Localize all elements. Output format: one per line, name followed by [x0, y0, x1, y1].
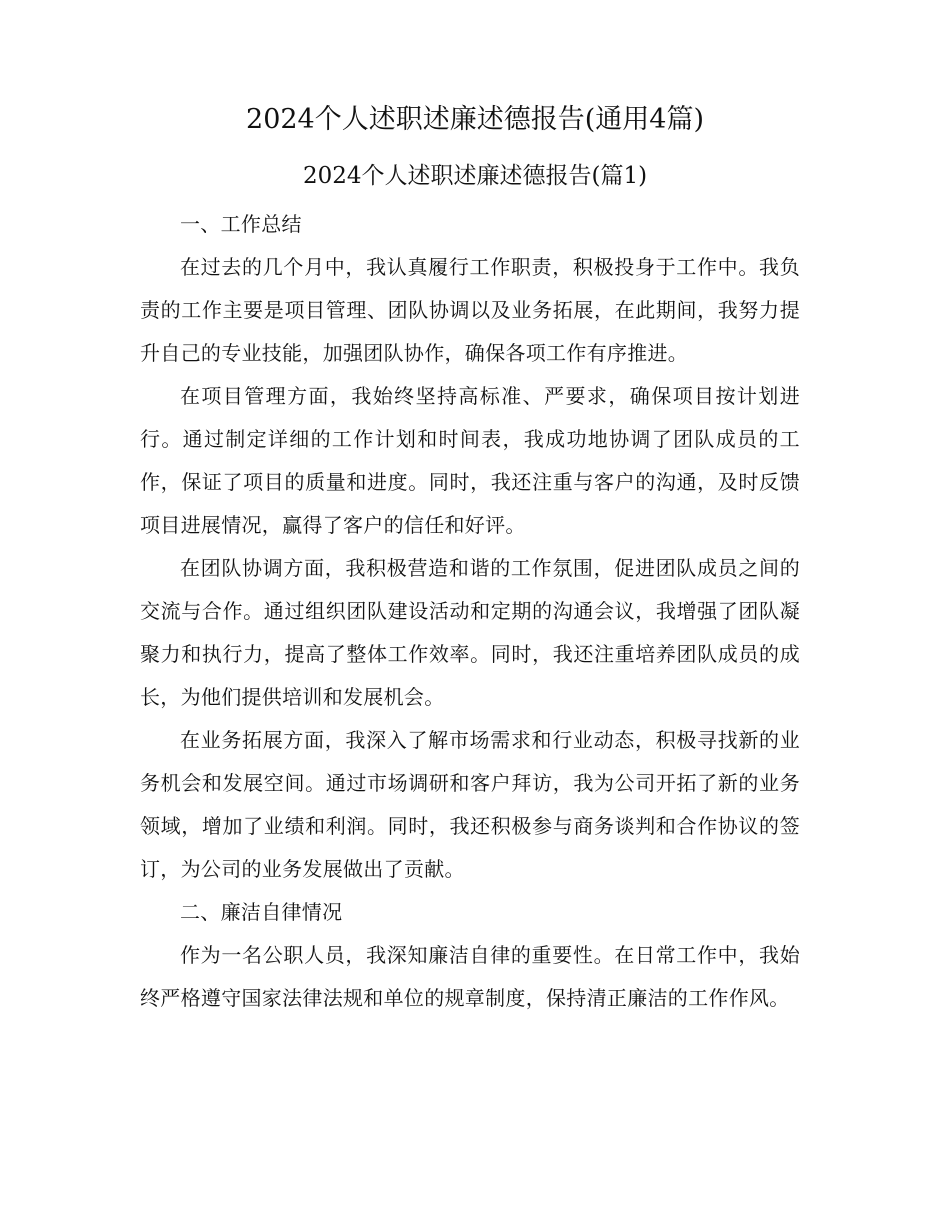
document-title: 2024个人述职述廉述德报告(通用4篇) [246, 104, 704, 135]
section-heading-integrity: 二、廉洁自律情况 [180, 900, 343, 924]
section-heading-work-summary: 一、工作总结 [180, 212, 302, 236]
paragraph-overview: 在过去的几个月中，我认真履行工作职责，积极投身于工作中。我负责的工作主要是项目管理、团队协调以及业务拓展，在此期间，我努力提升自己的专业技能，加强团队协作，确保各项工作有序推进。 [140, 255, 800, 365]
paragraph-project-management: 在项目管理方面，我始终坚持高标准、严要求，确保项目按计划进行。通过制定详细的工作计划和时间表，我成功地协调了团队成员的工作，保证了项目的质量和进度。同时，我还注重与客户的沟通，及时反馈项目进展情况，赢得了客户的信任和好评。 [140, 384, 800, 537]
paragraph-team-coordination: 在团队协调方面，我积极营造和谐的工作氛围，促进团队成员之间的交流与合作。通过组织团队建设活动和定期的沟通会议，我增强了团队凝聚力和执行力，提高了整体工作效率。同时，我还注重培养团队成员的成长，为他们提供培训和发展机会。 [140, 556, 800, 709]
paragraph-integrity: 作为一名公职人员，我深知廉洁自律的重要性。在日常工作中，我始终严格遵守国家法律法规和单位的规章制度，保持清正廉洁的工作作风。 [140, 943, 800, 1010]
document-subtitle: 2024个人述职述廉述德报告(篇1) [302, 163, 648, 189]
document-body [140, 203, 800, 1020]
paragraph-business-expansion: 在业务拓展方面，我深入了解市场需求和行业动态，积极寻找新的业务机会和发展空间。通过市场调研和客户拜访，我为公司开拓了新的业务领域，增加了业绩和利润。同时，我还积极参与商务谈判和合作协议的签订，为公司的业务发展做出了贡献。 [140, 728, 800, 881]
